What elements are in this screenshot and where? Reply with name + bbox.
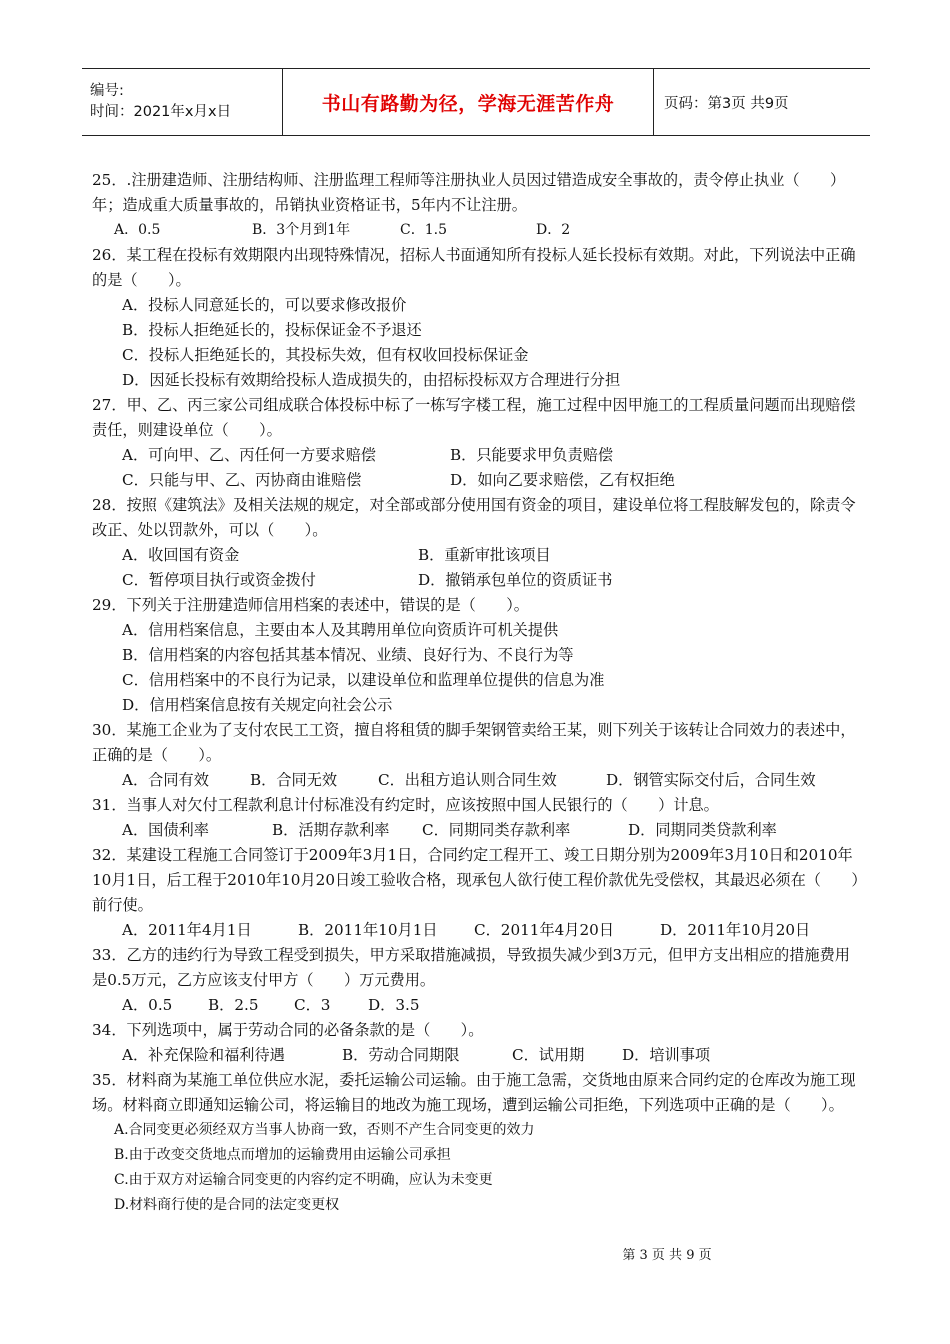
question-item: [92, 943, 862, 1018]
header-motto: 书山有路勤为径，学海无涯苦作舟: [321, 92, 615, 115]
answer-option: A．补充保险和福利待遇: [122, 1046, 285, 1064]
answer-option: C．同期同类存款利率: [422, 821, 571, 839]
answer-option: C．信用档案中的不良行为记录，以建设单位和监理单位提供的信息为准: [122, 671, 605, 689]
answer-option: A．0.5: [122, 996, 173, 1014]
doc-time-label: 时间：2021年x月x日: [90, 104, 232, 120]
header-page-info: 页码：第3页 共9页: [664, 95, 789, 112]
answer-option: B．劳动合同期限: [342, 1046, 460, 1064]
question-item: [92, 593, 862, 718]
answer-option: B．3个月到1年: [252, 222, 351, 238]
options-row: [92, 818, 862, 843]
answer-option: A．0.5: [114, 222, 161, 238]
options-row: [92, 543, 862, 568]
question-item: [92, 493, 862, 593]
footer-page-number: 第 3 页 共 9 页: [622, 1248, 712, 1263]
options-row: [92, 993, 862, 1018]
question-item: [92, 843, 862, 943]
question-text: 29．下列关于注册建造师信用档案的表述中，错误的是（ ）。: [92, 596, 529, 614]
answer-option: D．钢管实际交付后，合同生效: [606, 771, 816, 789]
question-item: [92, 1068, 862, 1218]
page-header: [82, 68, 870, 136]
answer-option: C．3: [294, 996, 331, 1014]
options-list: [92, 1118, 862, 1218]
options-row: [92, 1043, 862, 1068]
question-text: 31．当事人对欠付工程款利息计付标准没有约定时，应该按照中国人民银行的（ ）计息。: [92, 796, 719, 814]
answer-option: C．2011年4月20日: [474, 921, 615, 939]
doc-number-label: 编号:: [90, 83, 124, 99]
question-text: 32．某建设工程施工合同签订于2009年3月1日，合同约定工程开工、竣工日期分别为2009年3月10日和2010年10月1日，后工程于2010年10月20日竣工验收合格，现承包人欲行使工程价款优先受偿权，其最迟必须在（ ）前行使。: [92, 846, 859, 914]
answer-option: D．如向乙要求赔偿，乙有权拒绝: [450, 471, 675, 489]
question-item: [92, 393, 862, 493]
answer-option: C．出租方追认则合同生效: [378, 771, 557, 789]
answer-option: B．重新审批该项目: [418, 546, 551, 564]
answer-option: D．因延长投标有效期给投标人造成损失的，由招标投标双方合理进行分担: [122, 371, 621, 389]
answer-option: A．投标人同意延长的，可以要求修改报价: [122, 296, 407, 314]
answer-option: B．2011年10月1日: [298, 921, 438, 939]
answer-option: A．2011年4月1日: [122, 921, 252, 939]
question-text: 34．下列选项中，属于劳动合同的必备条款的是（ ）。: [92, 1021, 484, 1039]
answer-option: B.由于改变交货地点而增加的运输费用由运输公司承担: [114, 1147, 451, 1163]
options-list: [92, 293, 862, 393]
options-row: [92, 443, 862, 468]
question-text: 28．按照《建筑法》及相关法规的规定，对全部或部分使用国有资金的项目，建设单位将工程肢解发包的，除责令改正、处以罚款外，可以（ ）。: [92, 496, 856, 539]
answer-option: B．活期存款利率: [272, 821, 390, 839]
answer-option: C．只能与甲、乙、丙协商由谁赔偿: [122, 471, 362, 489]
answer-option: A．可向甲、乙、丙任何一方要求赔偿: [122, 446, 376, 464]
options-row: [92, 768, 862, 793]
options-row: [92, 568, 862, 593]
answer-option: B．2.5: [208, 996, 259, 1014]
answer-option: C．投标人拒绝延长的，其投标失效，但有权收回投标保证金: [122, 346, 529, 364]
answer-option: A．收回国有资金: [122, 546, 240, 564]
question-text: 33．乙方的违约行为导致工程受到损失，甲方采取措施减损，导致损失减少到3万元，但甲方支出相应的措施费用是0.5万元，乙方应该支付甲方（ ）万元费用。: [92, 946, 850, 989]
answer-option: B．只能要求甲负责赔偿: [450, 446, 614, 464]
answer-option: A．国债利率: [122, 821, 209, 839]
question-item: [92, 168, 862, 243]
answer-option: C．1.5: [400, 222, 447, 238]
answer-option: C.由于双方对运输合同变更的内容约定不明确，应认为未变更: [114, 1172, 493, 1188]
question-item: [92, 718, 862, 793]
question-item: [92, 793, 862, 843]
answer-option: C．暂停项目执行或资金拨付: [122, 571, 316, 589]
answer-option: B．信用档案的内容包括其基本情况、业绩、良好行为、不良行为等: [122, 646, 574, 664]
question-list: [92, 168, 862, 1218]
question-item: [92, 1018, 862, 1068]
answer-option: A.合同变更必须经双方当事人协商一致，否则不产生合同变更的效力: [114, 1122, 535, 1138]
options-row: [92, 468, 862, 493]
answer-option: D．同期同类贷款利率: [628, 821, 777, 839]
question-text: 35．材料商为某施工单位供应水泥，委托运输公司运输。由于施工急需，交货地由原来合同约定的仓库改为施工现场。材料商立即通知运输公司，将运输目的地改为施工现场，遭到运输公司拒绝，下列选项中正确的是（ ）。: [92, 1071, 856, 1114]
question-text: 27．甲、乙、丙三家公司组成联合体投标中标了一栋写字楼工程，施工过程中因甲施工的工程质量问题而出现赔偿责任，则建设单位（ ）。: [92, 396, 856, 439]
answer-option: C．试用期: [512, 1046, 585, 1064]
answer-option: D．信用档案信息按有关规定向社会公示: [122, 696, 393, 714]
answer-option: D．2011年10月20日: [660, 921, 811, 939]
answer-option: D.材料商行使的是合同的法定变更权: [114, 1197, 340, 1213]
answer-option: D．培训事项: [622, 1046, 711, 1064]
question-text: 25．.注册建造师、注册结构师、注册监理工程师等注册执业人员因过错造成安全事故的，责令停止执业（ ）年；造成重大质量事故的，吊销执业资格证书，5年内不让注册。: [92, 171, 846, 214]
question-text: 26．某工程在投标有效期限内出现特殊情况，招标人书面通知所有投标人延长投标有效期。对此，下列说法中正确的是（ ）。: [92, 246, 856, 289]
answer-option: D．2: [536, 222, 571, 238]
page-footer: [0, 1244, 950, 1263]
options-list: [92, 618, 862, 718]
answer-option: A．信用档案信息，主要由本人及其聘用单位向资质许可机关提供: [122, 621, 559, 639]
answer-option: D．撤销承包单位的资质证书: [418, 571, 613, 589]
answer-option: D．3.5: [368, 996, 420, 1014]
header-motto-cell: [282, 69, 654, 135]
answer-option: B．投标人拒绝延长的，投标保证金不予退还: [122, 321, 422, 339]
header-meta: [82, 69, 282, 135]
options-row: [92, 218, 862, 243]
answer-option: B．合同无效: [250, 771, 338, 789]
question-item: [92, 243, 862, 393]
question-text: 30．某施工企业为了支付农民工工资，擅自将租赁的脚手架钢管卖给王某，则下列关于该转让合同效力的表述中，正确的是（ ）。: [92, 721, 856, 764]
options-row: [92, 918, 862, 943]
answer-option: A．合同有效: [122, 771, 209, 789]
header-page-info-cell: [654, 69, 870, 135]
